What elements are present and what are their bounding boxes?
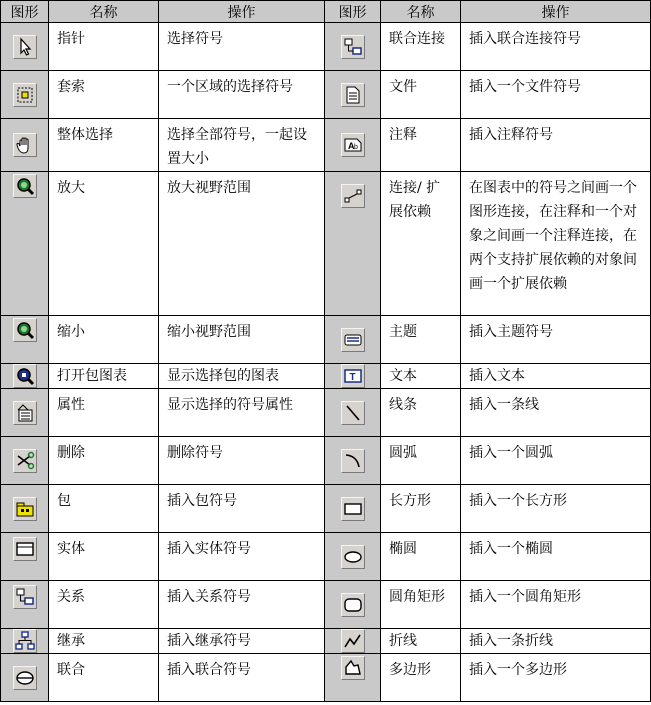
union-icon [13,666,37,690]
line-icon [341,401,365,425]
text-icon [341,364,365,388]
icon-cell [1,71,49,119]
tool-action: 删除符号 [159,437,325,485]
tool-action: 插入继承符号 [159,629,325,654]
table-row [1,316,651,364]
arc-icon [341,449,365,473]
tool-name: 打开包图表 [49,364,159,389]
tool-action: 插入联合符号 [159,654,325,702]
polyline-icon [341,629,365,653]
icon-cell [325,437,381,485]
package-icon [13,497,37,521]
zoom-in-icon [13,174,37,198]
tool-action: 插入一条线 [461,389,651,437]
tool-name: 缩小 [49,316,159,364]
tool-name: 圆角矩形 [381,581,461,629]
icon-cell [325,629,381,654]
tool-action: 在图表中的符号之间画一个图形连接，在注释和一个对象之间画一个注释连接，在两个支持扩展依赖的对象间画一个扩展依赖 [461,172,651,316]
open-package-diagram-icon [13,364,37,388]
tool-name: 线条 [381,389,461,437]
table-row [1,629,651,654]
icon-cell [1,364,49,389]
icon-cell [1,629,49,654]
icon-cell [325,23,381,71]
tool-action: 插入主题符号 [461,316,651,364]
tool-action: 放大视野范围 [159,172,325,316]
icon-cell [325,533,381,581]
table-row [1,654,651,702]
icon-cell [1,485,49,533]
tool-action: 插入注释符号 [461,119,651,172]
table-row [1,119,651,172]
svg-text:b: b [353,144,358,151]
header-row [1,1,651,23]
tool-action: 显示选择包的图表 [159,364,325,389]
icon-cell [325,485,381,533]
tool-action: 插入包符号 [159,485,325,533]
lasso-icon [13,83,37,107]
tool-name: 删除 [49,437,159,485]
tool-name: 放大 [49,172,159,316]
tool-action: 插入实体符号 [159,533,325,581]
svg-text:A: A [347,141,354,151]
header-icon: 图形 [1,1,49,23]
tool-name: 文件 [381,71,461,119]
tool-action: 插入联合连接符号 [461,23,651,71]
icon-cell [1,581,49,629]
table-row [1,364,651,389]
tool-name: 关系 [49,581,159,629]
inheritance-icon [13,629,37,653]
icon-cell [1,389,49,437]
icon-cell [325,581,381,629]
table-row [1,389,651,437]
tool-name: 文本 [381,364,461,389]
tool-name: 指针 [49,23,159,71]
tool-action: 插入文本 [461,364,651,389]
tool-name: 折线 [381,629,461,654]
icon-cell [325,71,381,119]
tool-name: 多边形 [381,654,461,702]
icon-cell [325,172,381,316]
tool-action: 插入一个圆角矩形 [461,581,651,629]
entity-icon [13,537,37,561]
table-row [1,172,651,316]
file-icon [341,83,365,107]
tool-action: 选择全部符号，一起设置大小 [159,119,325,172]
tool-action: 选择符号 [159,23,325,71]
delete-icon [13,449,37,473]
tool-action: 插入一个多边形 [461,654,651,702]
tool-action: 显示选择的符号属性 [159,389,325,437]
tool-name: 连接/ 扩展依赖 [381,172,461,316]
header-name: 名称 [49,1,159,23]
ellipse-icon [341,545,365,569]
tool-name: 椭圆 [381,533,461,581]
icon-cell [1,119,49,172]
icon-cell [325,316,381,364]
pointer-icon [13,35,37,59]
tool-action: 插入一个长方形 [461,485,651,533]
properties-icon [13,401,37,425]
tool-action: 插入一个椭圆 [461,533,651,581]
tool-name: 属性 [49,389,159,437]
icon-cell [325,654,381,702]
icon-cell [1,654,49,702]
icon-cell [325,389,381,437]
table-row [1,437,651,485]
table-row [1,485,651,533]
rounded-rectangle-icon [341,593,365,617]
icon-cell [325,364,381,389]
table-row [1,23,651,71]
tool-name: 注释 [381,119,461,172]
header-action-2: 操作 [461,1,651,23]
tool-action: 一个区域的选择符号 [159,71,325,119]
tool-name: 圆弧 [381,437,461,485]
icon-cell [1,316,49,364]
tool-action: 插入一个圆弧 [461,437,651,485]
relationship-icon [13,585,37,609]
icon-cell [1,533,49,581]
tool-action: 插入一条折线 [461,629,651,654]
tool-name: 主题 [381,316,461,364]
tool-action: 插入一个文件符号 [461,71,651,119]
subject-icon [341,328,365,352]
zoom-out-icon [13,318,37,342]
table-row [1,71,651,119]
header-icon-2: 图形 [325,1,381,23]
icon-cell [325,119,381,172]
tool-name: 长方形 [381,485,461,533]
tool-name: 联合 [49,654,159,702]
tool-action: 插入关系符号 [159,581,325,629]
table-row [1,581,651,629]
tool-name: 包 [49,485,159,533]
tool-name: 套索 [49,71,159,119]
note-icon [341,133,365,157]
header-name-2: 名称 [381,1,461,23]
table-row [1,533,651,581]
union-connection-icon [341,35,365,59]
connect-icon [341,184,365,208]
tool-name: 继承 [49,629,159,654]
tool-name: 联合连接 [381,23,461,71]
icon-cell [1,172,49,316]
tool-action: 缩小视野范围 [159,316,325,364]
icon-cell [1,437,49,485]
hand-icon [13,133,37,157]
svg-text:T: T [349,372,356,383]
rectangle-icon [341,497,365,521]
icon-cell [1,23,49,71]
polygon-icon [341,656,365,680]
header-action: 操作 [159,1,325,23]
tool-name: 实体 [49,533,159,581]
tool-name: 整体选择 [49,119,159,172]
